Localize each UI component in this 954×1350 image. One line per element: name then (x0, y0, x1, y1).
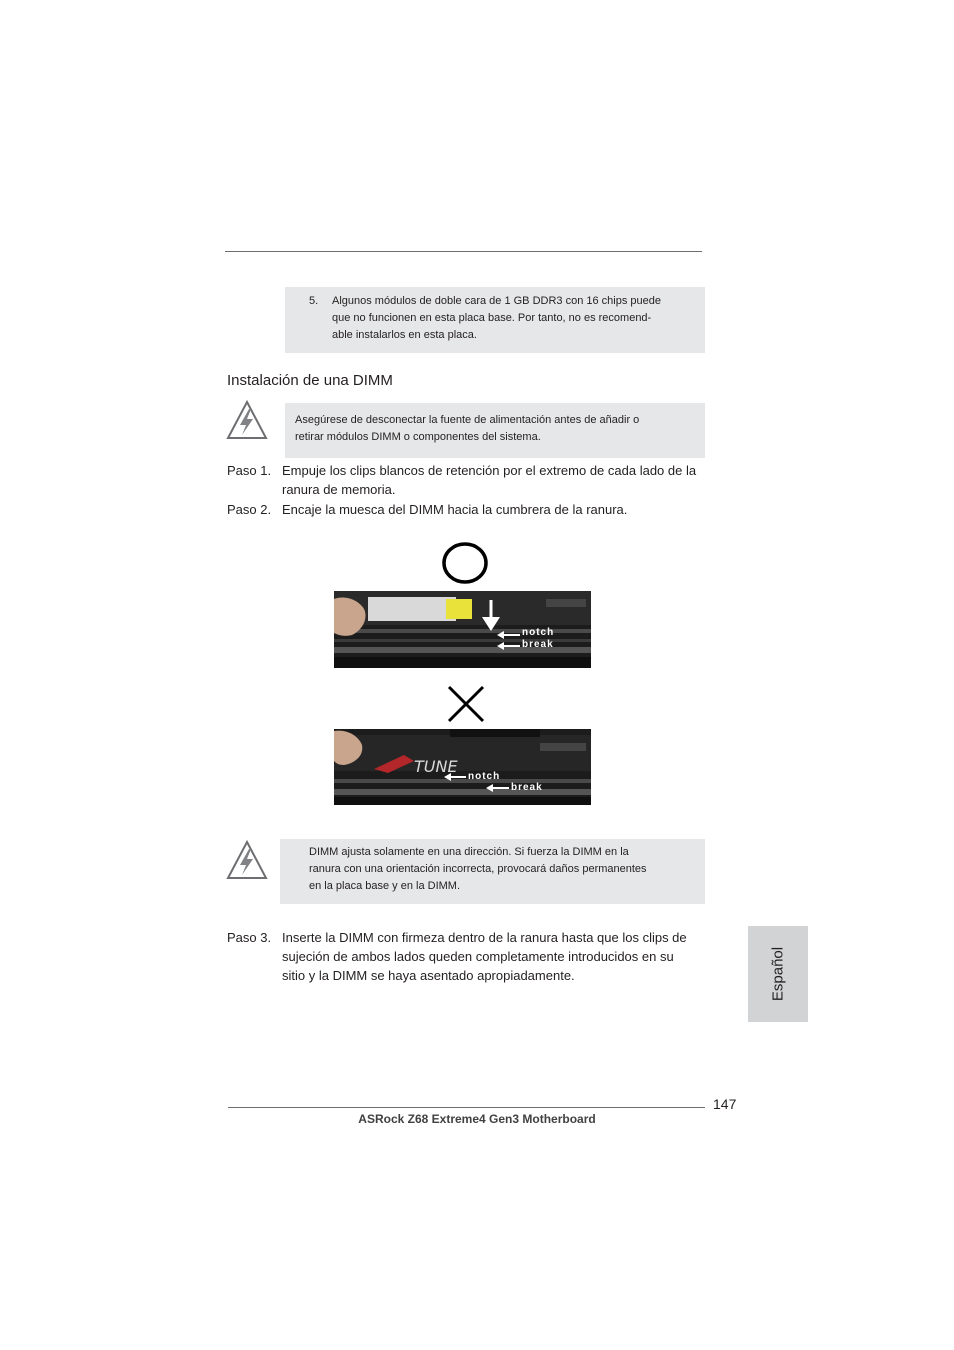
step-1 (227, 461, 707, 501)
circle-icon (441, 541, 489, 585)
warning-triangle-icon (225, 839, 269, 881)
footer-title: ASRock Z68 Extreme4 Gen3 Motherboard (358, 1112, 596, 1126)
notch-label: notch (522, 627, 555, 638)
step-label: Paso 3. (227, 930, 272, 945)
note-line: able instalarlos en esta placa. (332, 329, 477, 341)
step-label: Paso 2. (227, 502, 272, 517)
warning-text (295, 412, 675, 446)
step-text (282, 461, 696, 499)
warning-text (309, 844, 689, 895)
step-3 (227, 928, 707, 988)
note-number: 5. (309, 295, 319, 307)
notch-label: notch (468, 771, 501, 782)
language-tab-label: Español (769, 946, 787, 1002)
note-line: Algunos módulos de doble cara de 1 GB DDR3 con 16 chips puede (332, 295, 661, 307)
language-tab (748, 926, 808, 1022)
warning-line: en la placa base y en la DIMM. (309, 880, 461, 892)
bottom-rule (228, 1107, 705, 1108)
note-text (332, 293, 669, 344)
step-label: Paso 1. (227, 463, 272, 478)
warning-box (280, 839, 705, 904)
step-line: Encaje la muesca del DIMM hacia la cumbrera de la ranura. (282, 502, 628, 517)
warning-line: Asegúrese de desconectar la fuente de alimentación antes de añadir o (295, 414, 640, 426)
step-text (282, 928, 687, 985)
svg-text:TUNE: TUNE (414, 757, 458, 776)
step-2 (227, 500, 707, 520)
note-line: que no funcionen en esta placa base. Por tanto, no es recomend- (332, 312, 652, 324)
break-label: break (511, 782, 543, 793)
step-line: ranura de memoria. (282, 482, 396, 497)
warning-triangle-icon (225, 399, 269, 441)
break-label: break (522, 639, 554, 650)
dimm-photo-graphic (334, 729, 591, 805)
top-rule (225, 251, 702, 252)
warning-box (285, 403, 705, 458)
step-text (282, 500, 627, 519)
note-box (285, 287, 705, 353)
warning-line: ranura con una orientación incorrecta, provocará daños permanentes (309, 863, 647, 875)
dimm-wrong-photo (334, 729, 591, 805)
page-number: 147 (713, 1096, 737, 1112)
section-title: Instalación de una DIMM (227, 372, 393, 389)
step-line: Inserte la DIMM con firmeza dentro de la ranura hasta que los clips de (282, 930, 687, 945)
dimm-correct-photo (334, 591, 591, 668)
cross-icon (446, 684, 486, 724)
step-line: sitio y la DIMM se haya asentado apropiadamente. (282, 968, 575, 983)
warning-line: DIMM ajusta solamente en una dirección. Si fuerza la DIMM en la (309, 846, 629, 858)
warning-line: retirar módulos DIMM o componentes del sistema. (295, 431, 541, 443)
step-line: Empuje los clips blancos de retención por el extremo de cada lado de la (282, 463, 697, 478)
step-line: sujeción de ambos lados queden completamente introducidos en su (282, 949, 674, 964)
